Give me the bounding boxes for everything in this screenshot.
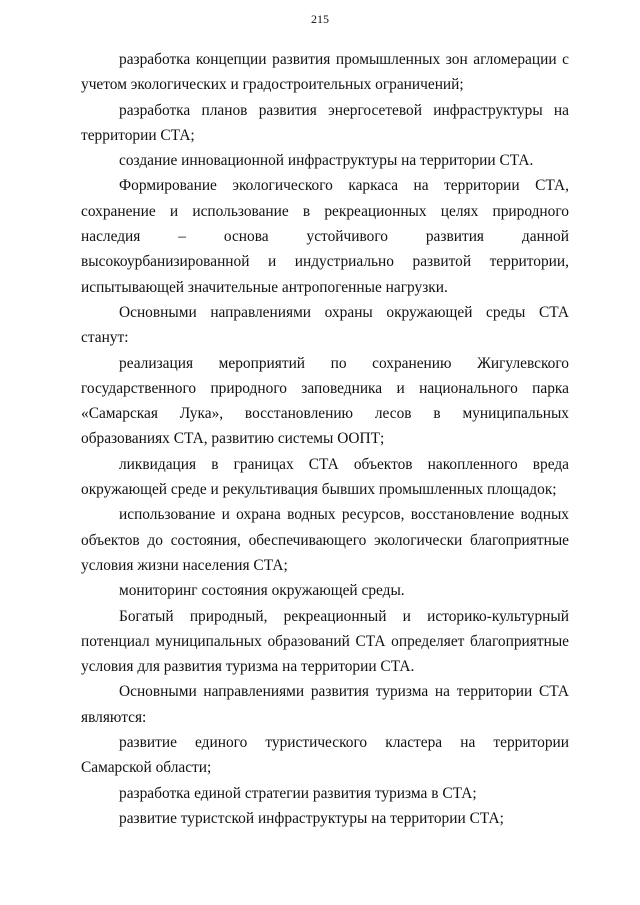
paragraph-zhiguli-reserve: реализация мероприятий по сохранению Жигулевского государственного природного заповедника и национального парка «Самарская Лука», восстановлению лесов в муниципальных образованиях СТА, развитию системы ООПТ;	[81, 354, 569, 448]
paragraph-tourism-infrastructure: развитие туристской инфраструктуры на территории СТА;	[119, 809, 504, 827]
document-body	[81, 47, 569, 831]
paragraph-industrial-zones: разработка концепции развития промышленных зон агломерации с учетом экологических и градостроительных ограничений;	[81, 51, 569, 94]
paragraph-tourism-strategy: разработка единой стратегии развития туризма в СТА;	[119, 784, 477, 802]
paragraph-monitoring: мониторинг состояния окружающей среды.	[119, 582, 405, 600]
paragraph-environment-directions: Основными направлениями охраны окружающей среды СТА станут:	[81, 303, 569, 347]
paragraph-accumulated-harm: ликвидация в границах СТА объектов накопленного вреда окружающей среде и рекультивация бывших промышленных площадок;	[81, 455, 569, 499]
paragraph-tourism-directions: Основными направлениями развития туризма на территории СТА являются:	[81, 683, 569, 726]
paragraph-tourism-cluster: развитие единого туристического кластера на территории Самарской области;	[81, 734, 569, 777]
paragraph-energy-grid: разработка планов развития энергосетевой инфраструктуры на территории СТА;	[81, 101, 569, 144]
page-number: 215	[311, 12, 329, 26]
paragraph-ecological-framework: Формирование экологического каркаса на территории СТА, сохранение и использование в рекреационных целях природного наследия – основа устойчивого развития данной высокоурбанизированной и индустриально развитой территории, испытывающей значительные антропогенные нагрузки.	[81, 177, 569, 296]
paragraph-innovation-infrastructure: создание инновационной инфраструктуры на территории СТА.	[119, 152, 534, 170]
paragraph-tourism-potential: Богатый природный, рекреационный и историко-культурный потенциал муниципальных образований СТА определяет благоприятные условия для развития туризма на территории СТА.	[81, 607, 569, 676]
paragraph-water-resources: использование и охрана водных ресурсов, восстановление водных объектов до состояния, обеспечивающего экологически благоприятные условия жизни населения СТА;	[81, 506, 569, 574]
